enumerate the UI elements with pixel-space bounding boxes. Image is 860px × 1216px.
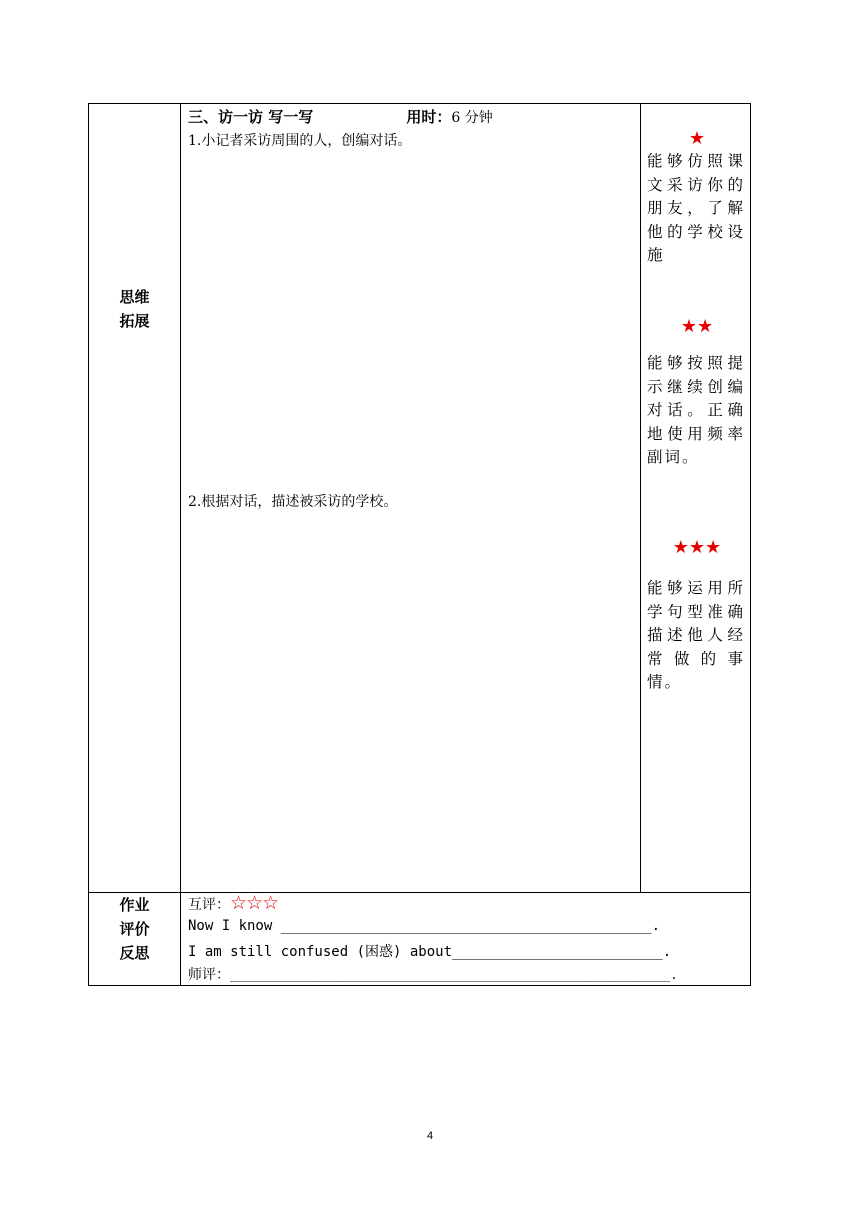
- rubric-text-2: 能够按照提示继续创编对话。正确地使用频率副词。: [647, 354, 745, 466]
- thinking-label-cell: [88, 103, 181, 893]
- rubric-stars-1: ★: [688, 128, 706, 149]
- task-2: 2.根据对话，描述被采访的学校。: [188, 494, 398, 510]
- row-label-evaluation: 作业 评价 反思: [119, 896, 150, 962]
- evaluation-line-2[interactable]: I am still confused (困惑) about_________________________.: [188, 944, 672, 960]
- rubric-text-1: 能够仿照课文采访你的朋友，了解他的学校设施: [647, 152, 745, 264]
- teacher-review-blank[interactable]: ____________________________________________________________.: [230, 968, 678, 982]
- peer-review-stars[interactable]: ☆☆☆: [230, 892, 279, 914]
- rubric-stars-3: ★★★: [672, 537, 722, 558]
- section-heading: [188, 106, 628, 127]
- peer-review-label: 互评：: [188, 897, 230, 913]
- time-label: 用时：: [406, 108, 452, 126]
- evaluation-line-1[interactable]: Now I know ____________________________________________.: [188, 918, 661, 934]
- task-1: 1.小记者采访周围的人，创编对话。: [188, 133, 412, 149]
- rubric-stars-2: ★★: [680, 316, 714, 337]
- row-label-thinking: 思维 拓展: [119, 288, 150, 330]
- page-number: 4: [426, 1130, 434, 1142]
- peer-review: [188, 892, 488, 916]
- rubric-text-3: 能够运用所学句型准确描述他人经常做的事情。: [647, 579, 745, 691]
- teacher-review-label: 师评：: [188, 967, 230, 983]
- section-title: 三、访一访 写一写: [188, 108, 314, 126]
- teacher-review: [188, 964, 678, 984]
- time-value: 6 分钟: [451, 110, 493, 126]
